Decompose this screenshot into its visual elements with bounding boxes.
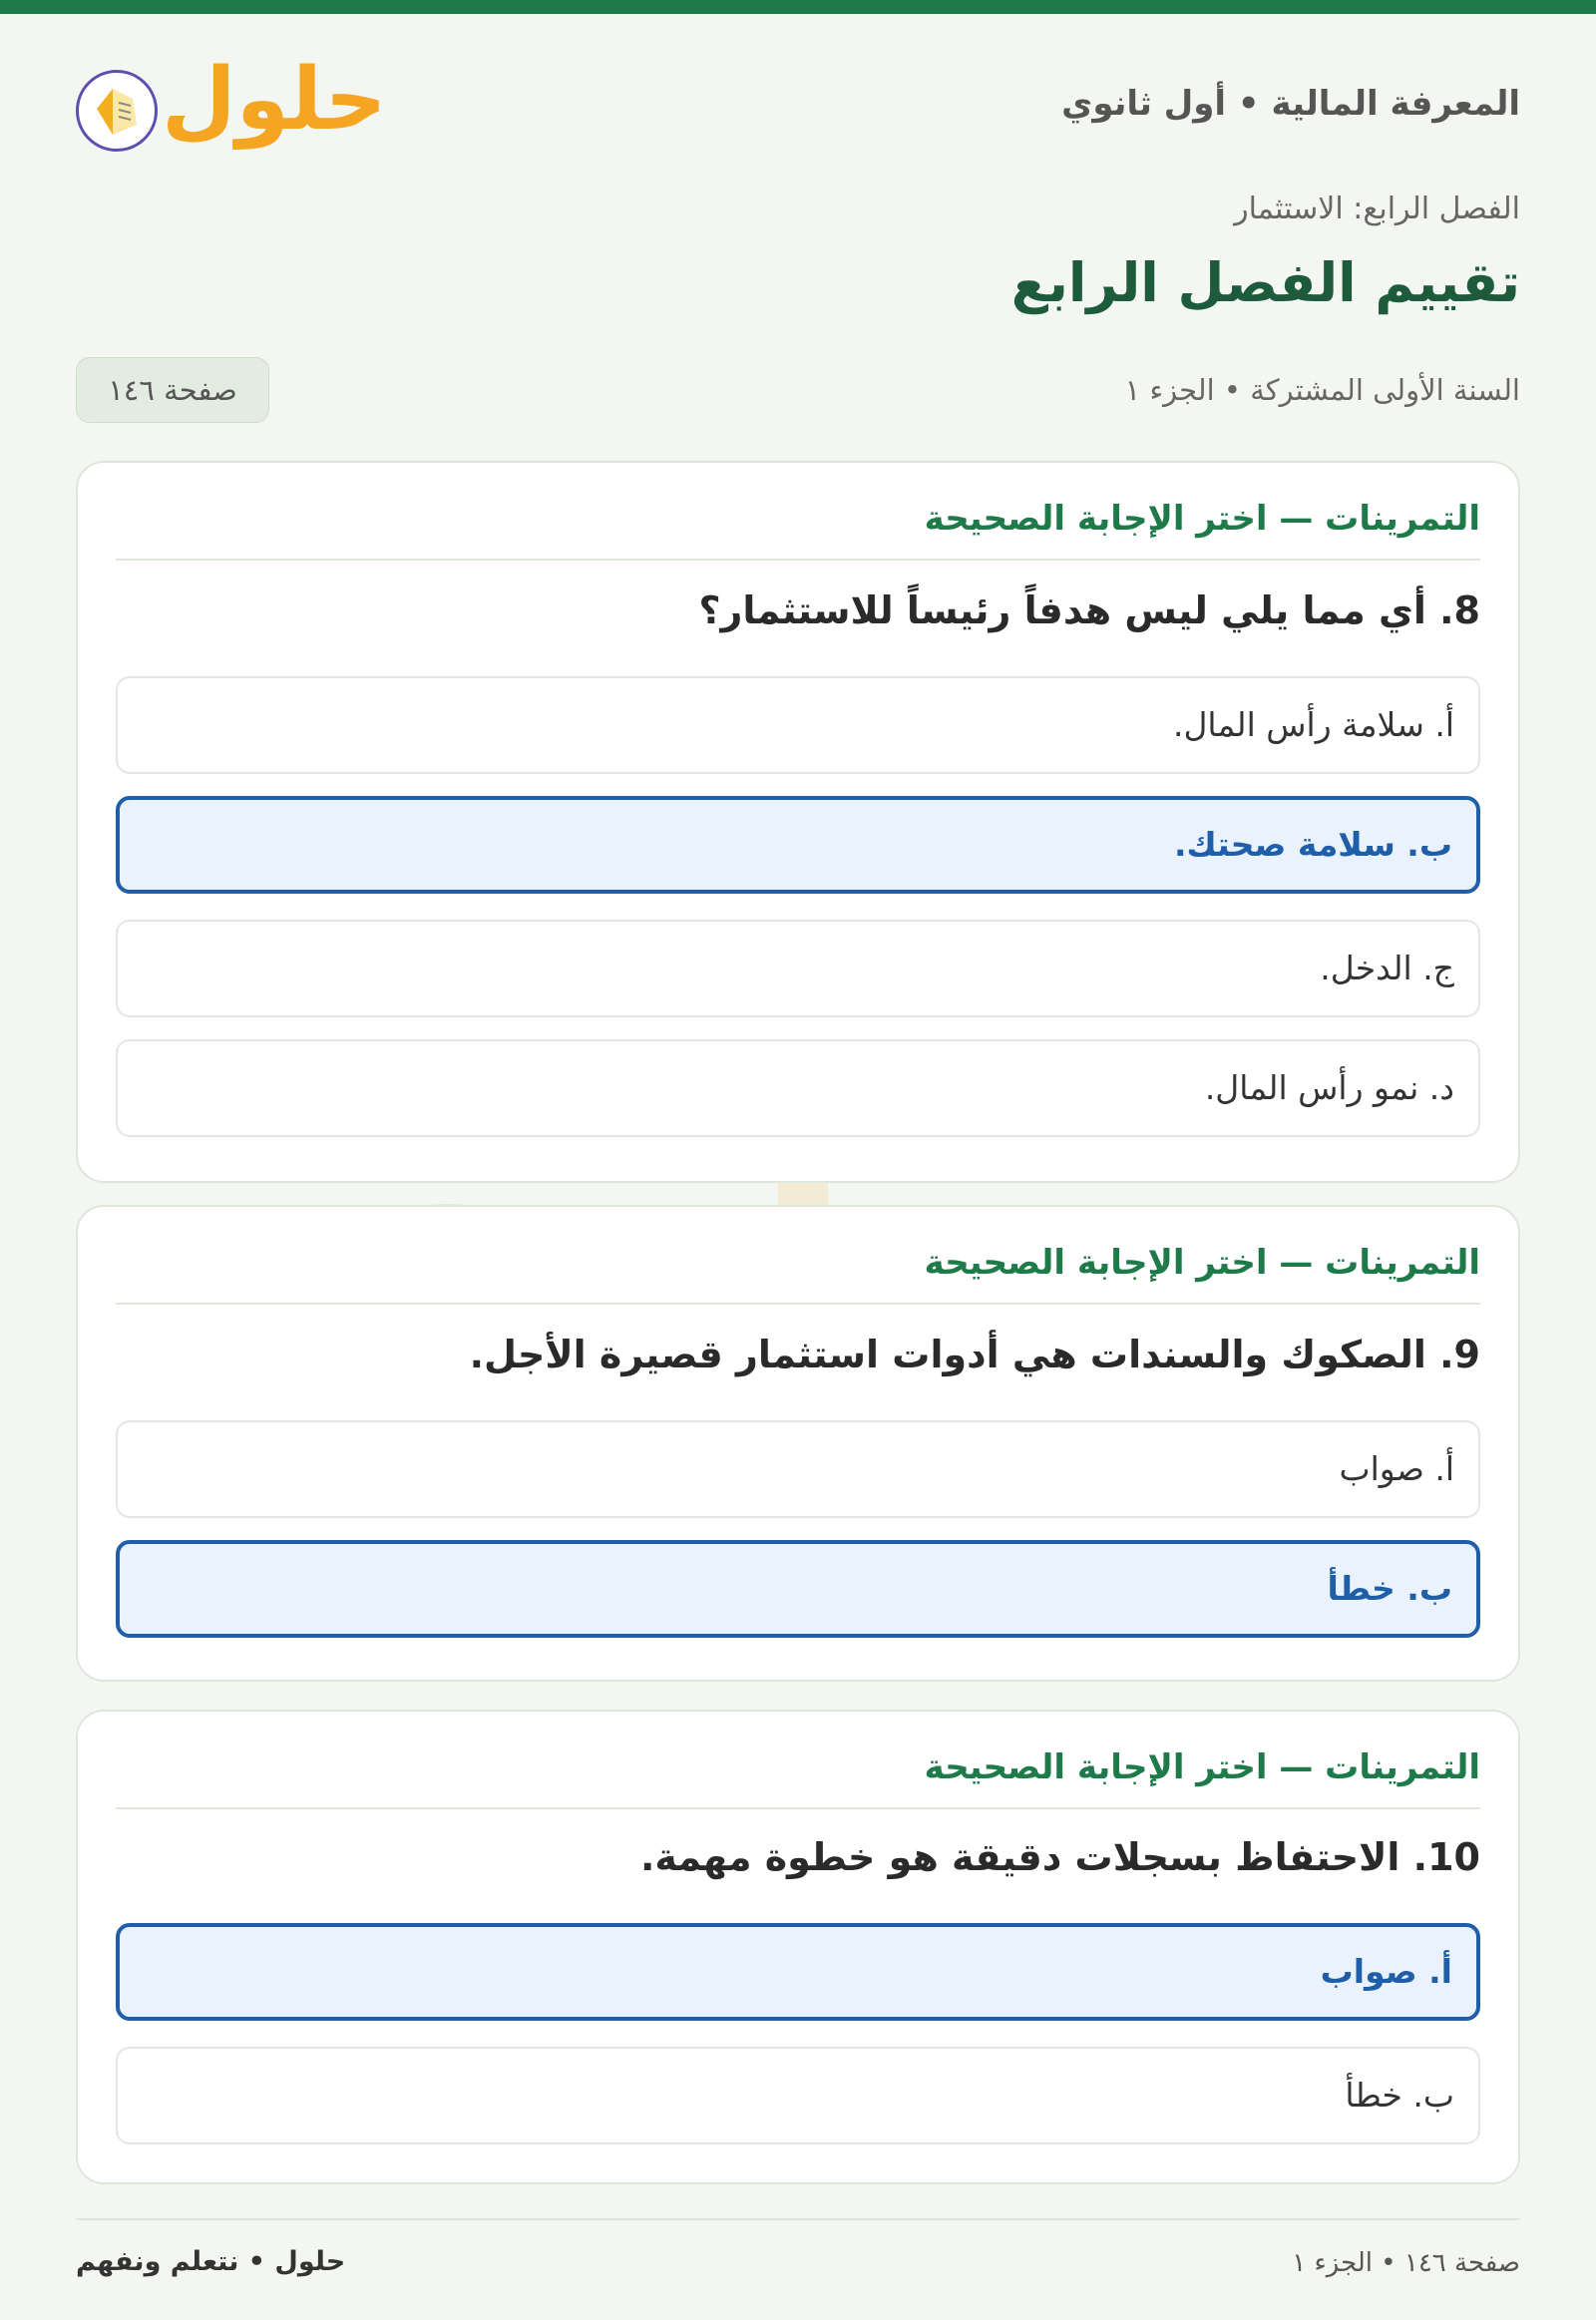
card-heading: التمرينات — اختر الإجابة الصحيحة: [116, 1747, 1480, 1809]
option-a[interactable]: أ. صواب: [116, 1420, 1480, 1518]
option-b[interactable]: ب. خطأ: [116, 2047, 1480, 2144]
page-badge: صفحة ١٤٦: [76, 357, 269, 423]
card-heading: التمرينات — اختر الإجابة الصحيحة: [116, 1243, 1480, 1305]
option-b-selected[interactable]: ب. خطأ: [116, 1540, 1480, 1638]
page-title: تقييم الفصل الرابع: [1010, 251, 1520, 314]
option-d[interactable]: د. نمو رأس المال.: [116, 1039, 1480, 1137]
logo[interactable]: [76, 50, 387, 156]
footer-brand: حلول • نتعلم ونفهم: [76, 2246, 346, 2277]
page-header: [76, 50, 1520, 156]
option-c[interactable]: ج. الدخل.: [116, 920, 1480, 1017]
exercise-card-9: [76, 1205, 1520, 1682]
chapter-label: الفصل الرابع: الاستثمار: [1234, 192, 1520, 226]
question-8: 8. أي مما يلي ليس هدفاً رئيساً للاستثمار؟: [698, 588, 1480, 632]
logo-text: حلول: [162, 50, 387, 150]
option-b-selected[interactable]: ب. سلامة صحتك.: [116, 796, 1480, 894]
exercise-card-10: [76, 1710, 1520, 2184]
top-accent-bar: [0, 0, 1596, 14]
footer-divider: [76, 2218, 1520, 2220]
option-a-selected[interactable]: أ. صواب: [116, 1923, 1480, 2021]
question-9: 9. الصكوك والسندات هي أدوات استثمار قصيرة الأجل.: [469, 1333, 1480, 1376]
grade-label: السنة الأولى المشتركة • الجزء ١: [1124, 373, 1520, 407]
footer-page: صفحة ١٤٦ • الجزء ١: [1292, 2248, 1520, 2278]
subject-title: المعرفة المالية • أول ثانوي: [1061, 84, 1520, 124]
card-heading: التمرينات — اختر الإجابة الصحيحة: [116, 499, 1480, 561]
question-10: 10. الاحتفاظ بسجلات دقيقة هو خطوة مهمة.: [639, 1835, 1480, 1879]
option-a[interactable]: أ. سلامة رأس المال.: [116, 676, 1480, 774]
exercise-card-8: [76, 461, 1520, 1183]
book-icon: [76, 70, 158, 152]
